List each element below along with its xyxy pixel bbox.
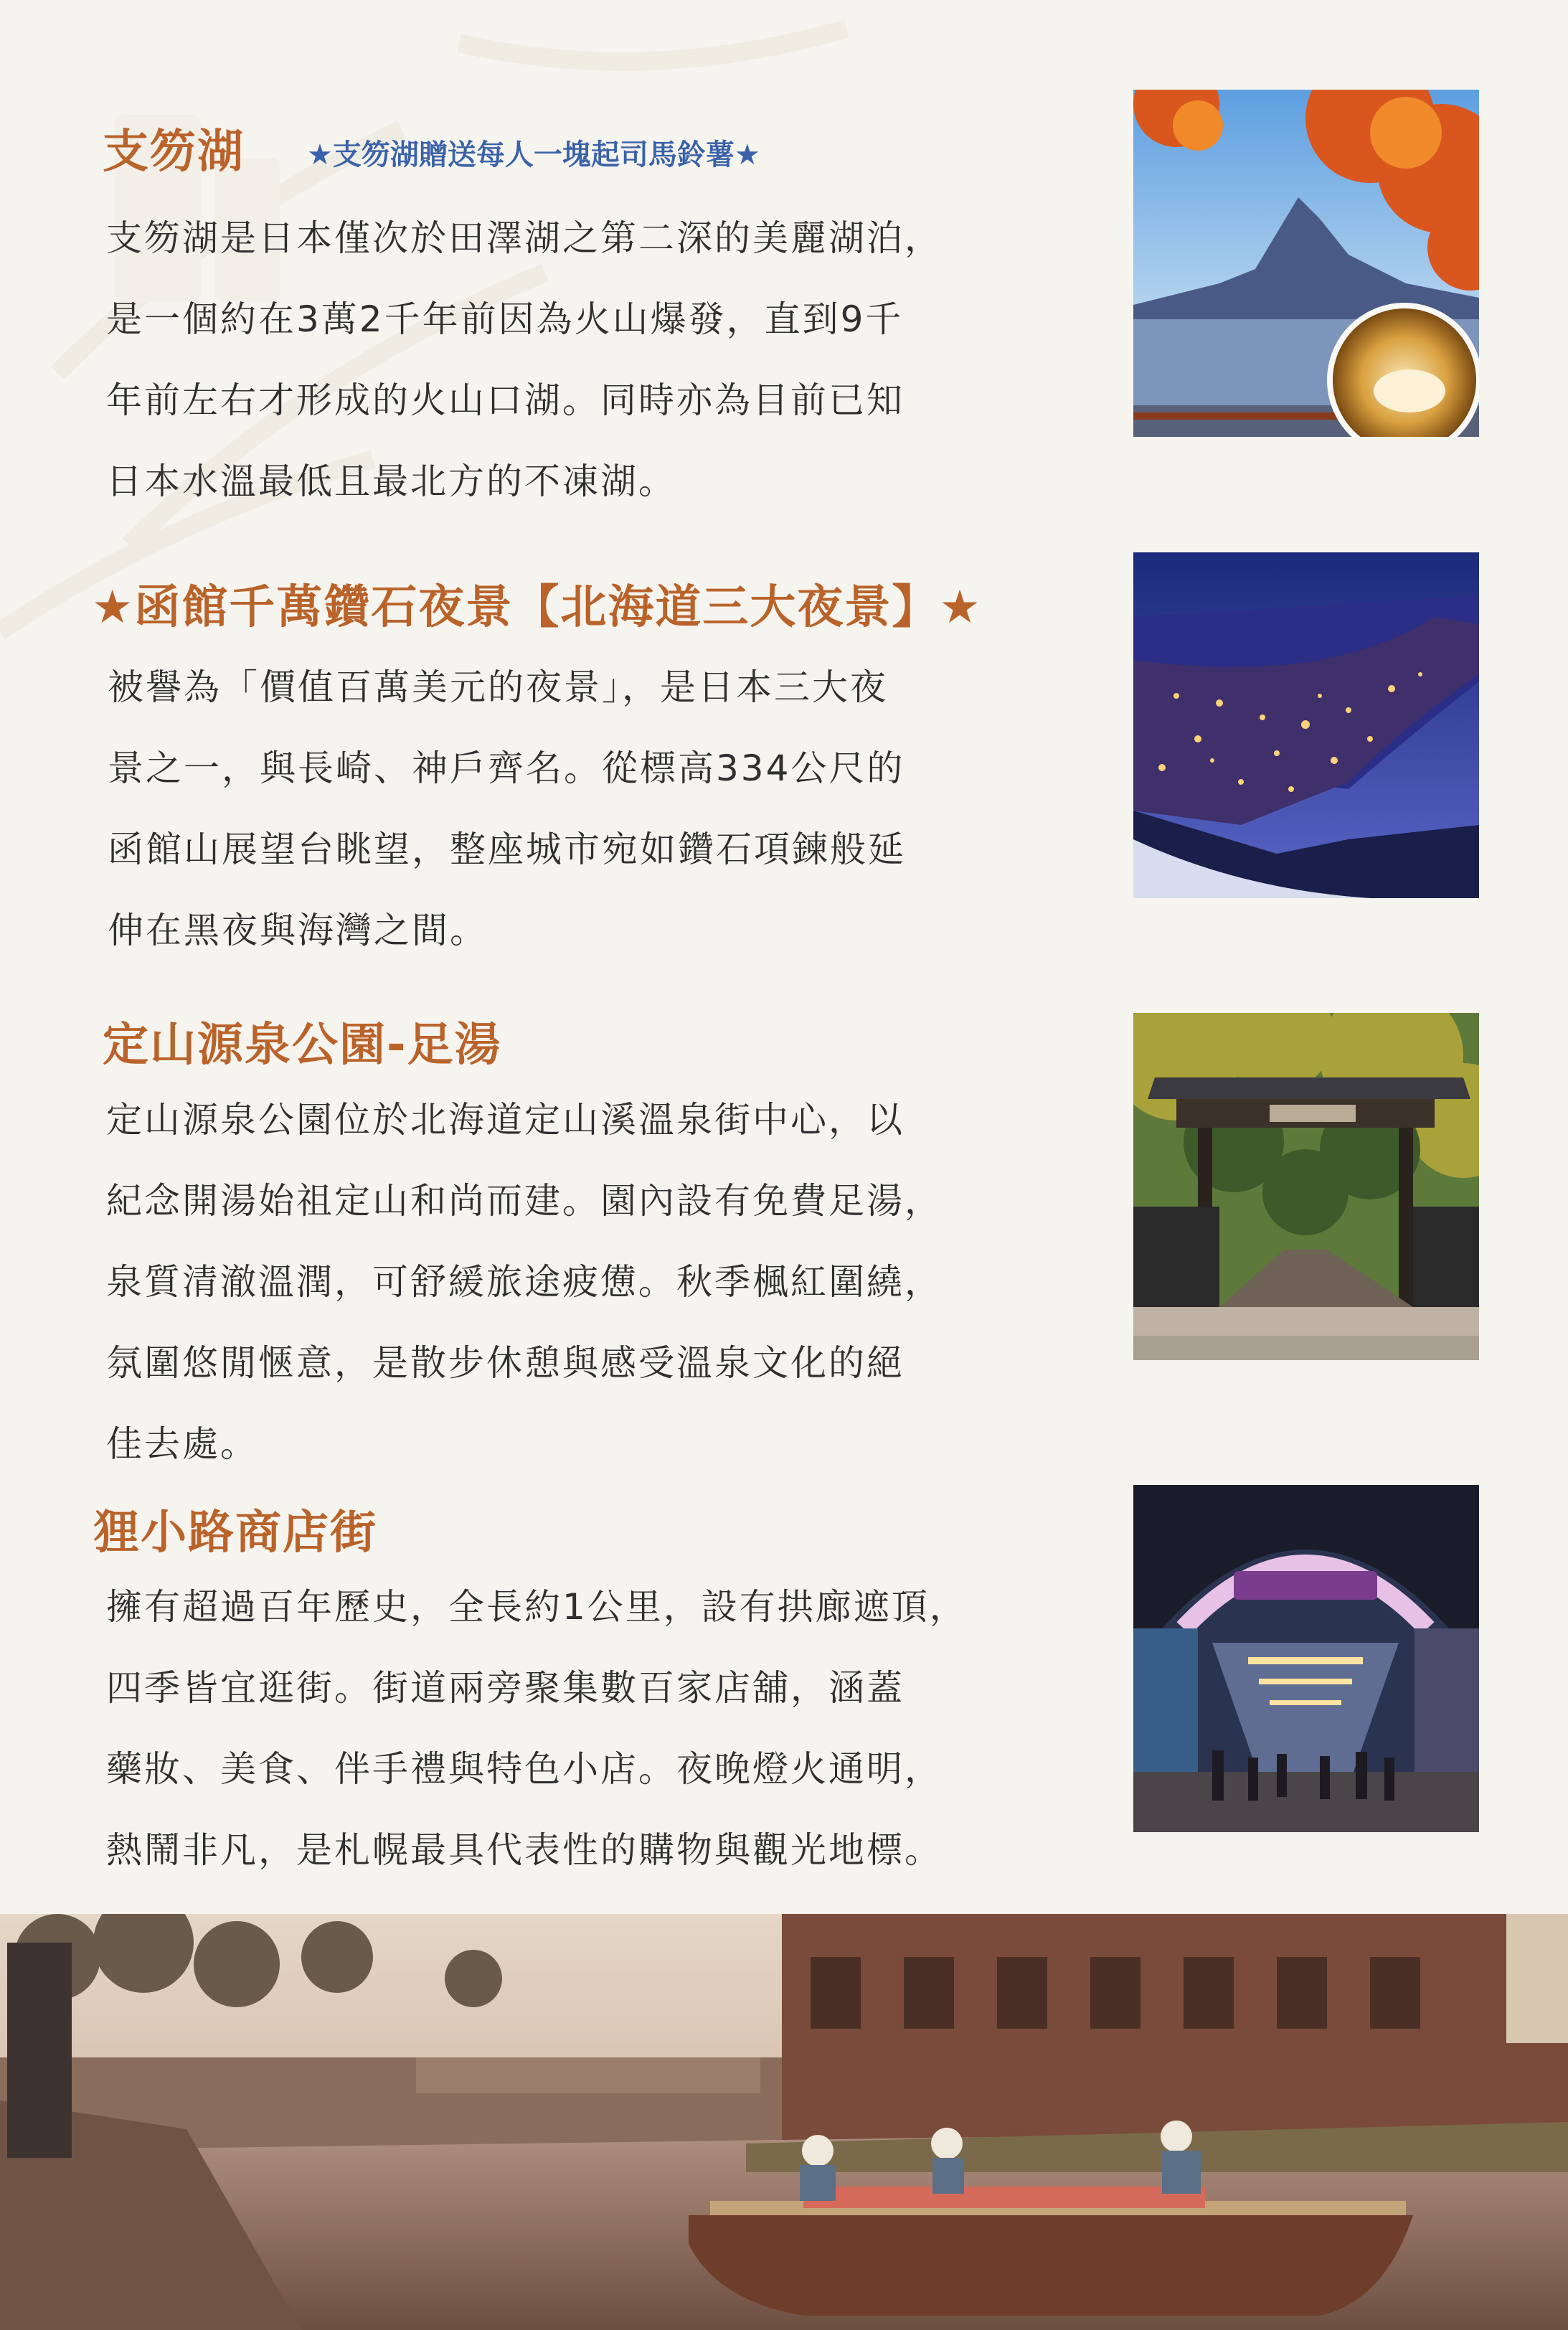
body-line: 是一個約在3萬2千年前因為火山爆發，直到9千: [106, 298, 904, 340]
section-body-jozan: [106, 1080, 943, 1485]
body-line: 伸在黑夜與海灣之間。: [108, 910, 488, 951]
body-line: 函館山展望台眺望，整座城市宛如鑽石項鍊般延: [108, 829, 906, 870]
body-line: 定山源泉公園位於北海道定山溪溫泉街中心，以: [106, 1099, 905, 1141]
shopping-arcade-photo: [1133, 1485, 1479, 1832]
body-line: 四季皆宜逛街。街道兩旁聚集數百家店舖，涵蓋: [106, 1667, 905, 1709]
body-line: 紀念開湯始祖定山和尚而建。園內設有免費足湯，: [106, 1180, 943, 1222]
body-line: 被譽為「價值百萬美元的夜景」，是日本三大夜: [108, 666, 888, 708]
section-title-jozan: 定山源泉公園-足湯: [103, 1019, 502, 1072]
body-line: 氛圍悠閒愜意，是散步休憩與感受溫泉文化的絕: [106, 1342, 905, 1384]
body-line: 佳去處。: [106, 1423, 258, 1465]
body-line: 日本水溫最低且最北方的不凍湖。: [106, 461, 676, 502]
section-body-hakodate: [108, 647, 906, 971]
body-line: 擁有超過百年歷史，全長約1公里，設有拱廊遮頂，: [106, 1586, 968, 1628]
body-line: 年前左右才形成的火山口湖。同時亦為目前已知: [106, 379, 905, 421]
section-note-shikotsu: ★支笏湖贈送每人一塊起司馬鈴薯★: [307, 138, 760, 171]
body-line: 藥妝、美食、伴手禮與特色小店。夜晚燈火通明，: [106, 1748, 943, 1790]
lake-volcano-photo: [1133, 90, 1479, 437]
section-title-tanukikoji: 狸小路商店街: [93, 1506, 377, 1560]
night-view-photo: [1133, 552, 1479, 898]
section-title-hakodate: ★函館千萬鑽石夜景【北海道三大夜景】★: [92, 581, 982, 634]
park-gate-photo: [1133, 1013, 1479, 1360]
body-line: 泉質清澈溫潤，可舒緩旅途疲憊。秋季楓紅圍繞，: [106, 1261, 943, 1303]
section-body-shikotsu: [106, 198, 943, 522]
canal-boat-photo: [0, 1914, 1568, 2330]
section-title-shikotsu: 支笏湖: [103, 126, 245, 179]
body-line: 支笏湖是日本僅次於田澤湖之第二深的美麗湖泊，: [106, 217, 943, 259]
section-body-tanukikoji: [106, 1567, 968, 1891]
body-line: 熱鬧非凡，是札幌最具代表性的購物與觀光地標。: [106, 1829, 943, 1871]
body-line: 景之一，與長崎、神戶齊名。從標高334公尺的: [108, 747, 905, 789]
